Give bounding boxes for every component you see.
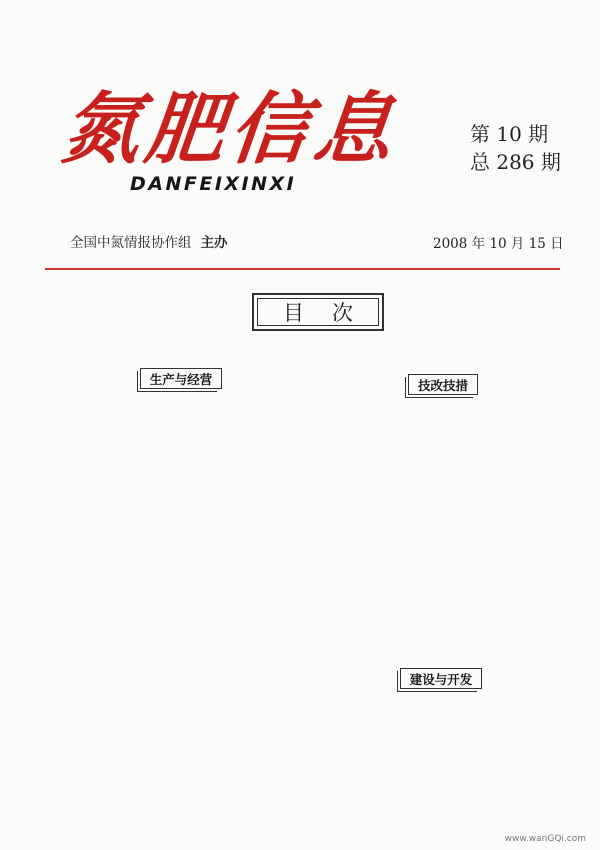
watermark: www.wanGQi.com [504, 834, 586, 844]
issue-total: 总 286 期 [470, 150, 561, 174]
toc-title-box [252, 293, 384, 331]
section-heading-production: 生产与经营 [140, 368, 222, 389]
header-rule [45, 268, 560, 270]
section-heading-tech: 技改技措 [408, 374, 478, 395]
section-heading-construction: 建设与开发 [400, 668, 482, 689]
toc-title: 目次 [283, 301, 381, 325]
sponsor-name: 全国中氮情报协作组 [70, 235, 192, 251]
magazine-title-pinyin: DANFEIXINXI [130, 173, 297, 195]
magazine-title: 氮肥信息 [57, 84, 403, 175]
sponsor-line [70, 231, 228, 251]
sponsor-role: 主办 [200, 235, 228, 251]
publication-date: 2008 年 10 月 15 日 [433, 236, 564, 252]
issue-number: 第 10 期 [470, 122, 549, 146]
